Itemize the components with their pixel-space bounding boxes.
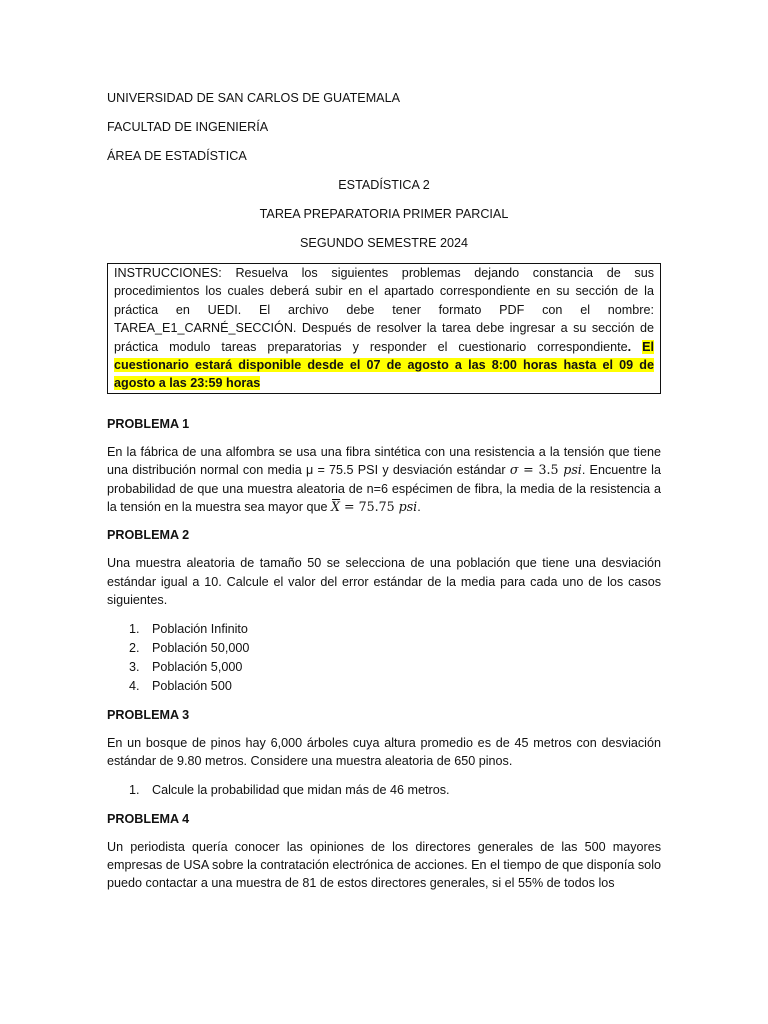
- sigma-formula: σ = 3.5 psi: [509, 462, 582, 478]
- problem-1-text-c: .: [417, 500, 421, 515]
- problem-2-text: Una muestra aleatoria de tamaño 50 se selecciona de una población que tiene una desviación estándar igual a 10. Calcule el valor del error estándar de la media para cada uno de los casos siguientes.: [107, 556, 661, 608]
- xbar-formula: X = 75.75 psi: [331, 499, 417, 514]
- problem-2-title: PROBLEMA 2: [107, 528, 190, 543]
- problem-1-title: PROBLEMA 1: [107, 416, 190, 431]
- semester-title: SEGUNDO SEMESTRE 2024: [300, 236, 468, 250]
- instructions-highlight: El cuestionario estará disponible desde el 07 de agosto a las 8:00 horas hasta el 09 de agosto a las 23:59 horas: [114, 339, 654, 391]
- assignment-title: TAREA PREPARATORIA PRIMER PARCIAL: [259, 207, 509, 221]
- instructions-text: INSTRUCCIONES: Resuelva los siguientes problemas dejando constancia de sus procedimientos los cuales deberá subir en el apartado correspondiente en su sección de la práctica en UEDI. El archivo debe tener formato PDF con el nombre: TAREA_E1_CARNÉ_SECCIÓN. Después de resolver la tarea debe ingresar a su sección de práctica modulo tareas preparatorias y responder el cuestionario correspondiente: [114, 266, 654, 354]
- problem-3-text: En un bosque de pinos hay 6,000 árboles cuya altura promedio es de 45 metros con desviación estándar de 9.80 metros. Considere una muestra aleatoria de 650 pinos.: [107, 735, 661, 769]
- instructions-period: .: [627, 339, 643, 354]
- list-item: 3. Población 5,000: [129, 659, 243, 674]
- list-item: 4. Población 500: [129, 678, 232, 693]
- problem-1-text: [107, 443, 661, 517]
- document-page: [107, 89, 661, 903]
- instructions-box: [107, 263, 661, 394]
- area-name: ÁREA DE ESTADÍSTICA: [107, 149, 247, 163]
- list-item: 2. Población 50,000: [129, 640, 250, 655]
- university-name: UNIVERSIDAD DE SAN CARLOS DE GUATEMALA: [107, 91, 400, 105]
- problem-3-list: [107, 781, 661, 800]
- problem-4-title: PROBLEMA 4: [107, 811, 190, 826]
- list-item: 1. Calcule la probabilidad que midan más de 46 metros.: [129, 782, 450, 797]
- course-title: ESTADÍSTICA 2: [338, 178, 430, 192]
- faculty-name: FACULTAD DE INGENIERÍA: [107, 120, 269, 134]
- list-item: 1. Población Infinito: [129, 621, 248, 636]
- problem-1-text-b: . Encuentre la probabilidad de que una muestra aleatoria de n=6 espécimen de fibra, la media de la resistencia a la tensión en la muestra sea mayor que: [107, 463, 661, 515]
- problem-3-title: PROBLEMA 3: [107, 707, 190, 722]
- problem-4-text: Un periodista quería conocer las opiniones de los directores generales de las 500 mayores empresas de USA sobre la contratación electrónica de acciones. En el tiempo de que disponía solo puedo contactar a una muestra de 81 de estos directores generales, si el 55% de todos los: [107, 839, 661, 891]
- problem-1-text-a: En la fábrica de una alfombra se usa una fibra sintética con una resistencia a la tensión que tiene una distribución normal con media μ = 75.5 PSI y desviación estándar: [107, 444, 661, 478]
- problem-2-list: [107, 620, 661, 696]
